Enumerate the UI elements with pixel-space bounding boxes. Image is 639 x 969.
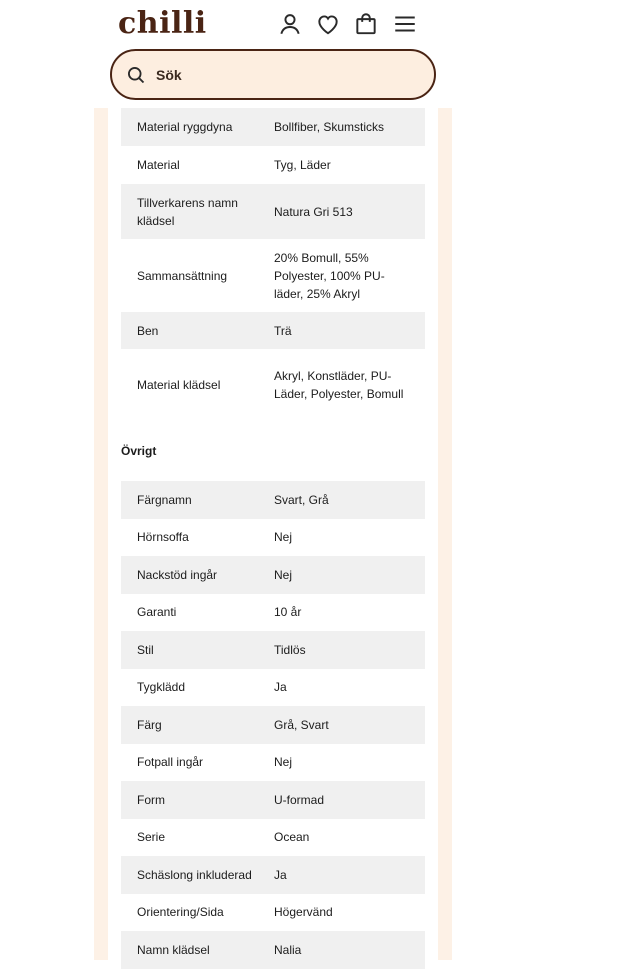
spec-value: U-formad [274, 792, 325, 807]
spec-label: Tillverkarens namn klädsel [137, 195, 238, 228]
spec-row [121, 312, 425, 349]
bag-icon[interactable] [352, 10, 380, 38]
spec-row [121, 184, 425, 239]
spec-value: Trä [274, 323, 292, 338]
spec-label: Namn klädsel [137, 942, 210, 957]
spec-label: Tygklädd [137, 680, 186, 695]
spec-row [121, 819, 425, 857]
spec-row [121, 894, 425, 932]
chilli-logo[interactable]: chilli [118, 6, 207, 41]
spec-value: 20% Bomull, 55% Polyester, 100% PU-läder, 25% Akryl [274, 250, 385, 301]
spec-label: Fotpall ingår [137, 755, 204, 770]
spec-label: Nackstöd ingår [137, 567, 218, 582]
spec-label: Orientering/Sida [137, 905, 224, 920]
spec-row [121, 931, 425, 969]
spec-value: Nej [274, 530, 293, 545]
spec-label: Material ryggdyna [137, 120, 233, 134]
spec-row [121, 239, 425, 312]
spec-label: Ben [137, 323, 159, 338]
spec-value: Tyg, Läder [274, 158, 331, 172]
spec-value: Bollfiber, Skumsticks [274, 120, 385, 134]
spec-label: Material [137, 158, 180, 172]
spec-row [121, 556, 425, 594]
spec-label: Färgnamn [137, 492, 192, 507]
spec-row [121, 631, 425, 669]
spec-row [121, 481, 425, 519]
spec-row [121, 856, 425, 894]
spec-row [121, 594, 425, 632]
spec-value: 10 år [274, 605, 302, 620]
spec-label: Stil [137, 642, 154, 657]
section-title-ovrigt: Övrigt [121, 444, 157, 458]
spec-label: Form [137, 792, 165, 807]
heart-icon[interactable] [314, 10, 342, 38]
spec-value: Nej [274, 567, 293, 582]
spec-value: Nalia [274, 942, 302, 957]
spec-row [121, 146, 425, 184]
user-icon[interactable] [276, 10, 304, 38]
header [0, 0, 639, 48]
menu-icon[interactable] [391, 10, 419, 38]
spec-label: Garanti [137, 605, 177, 620]
spec-value: Akryl, Konstläder, PU-Läder, Polyester, Bomull [274, 369, 404, 401]
spec-label: Hörnsoffa [137, 530, 189, 545]
spec-value: Högervänd [274, 905, 333, 920]
spec-label: Serie [137, 830, 166, 845]
spec-row [121, 519, 425, 557]
search-bar[interactable] [110, 49, 436, 100]
spec-value: Nej [274, 755, 293, 770]
spec-value: Grå, Svart [274, 717, 329, 732]
spec-value: Tidlös [274, 642, 306, 657]
spec-value: Natura Gri 513 [274, 204, 353, 219]
spec-value: Svart, Grå [274, 492, 329, 507]
spec-label: Sammansättning [137, 268, 228, 283]
spec-row [121, 781, 425, 819]
spec-label: Färg [137, 717, 162, 732]
spec-label: Schäslong inkluderad [137, 867, 252, 882]
spec-row [121, 706, 425, 744]
search-icon [126, 65, 146, 85]
spec-row [121, 349, 425, 421]
specs-table [121, 108, 425, 969]
spec-value: Ja [274, 867, 287, 882]
spec-row [121, 108, 425, 146]
spec-value: Ocean [274, 830, 310, 845]
search-input[interactable] [156, 51, 416, 98]
spec-row [121, 669, 425, 707]
spec-row [121, 744, 425, 782]
spec-value: Ja [274, 680, 287, 695]
spec-label: Material klädsel [137, 378, 221, 392]
